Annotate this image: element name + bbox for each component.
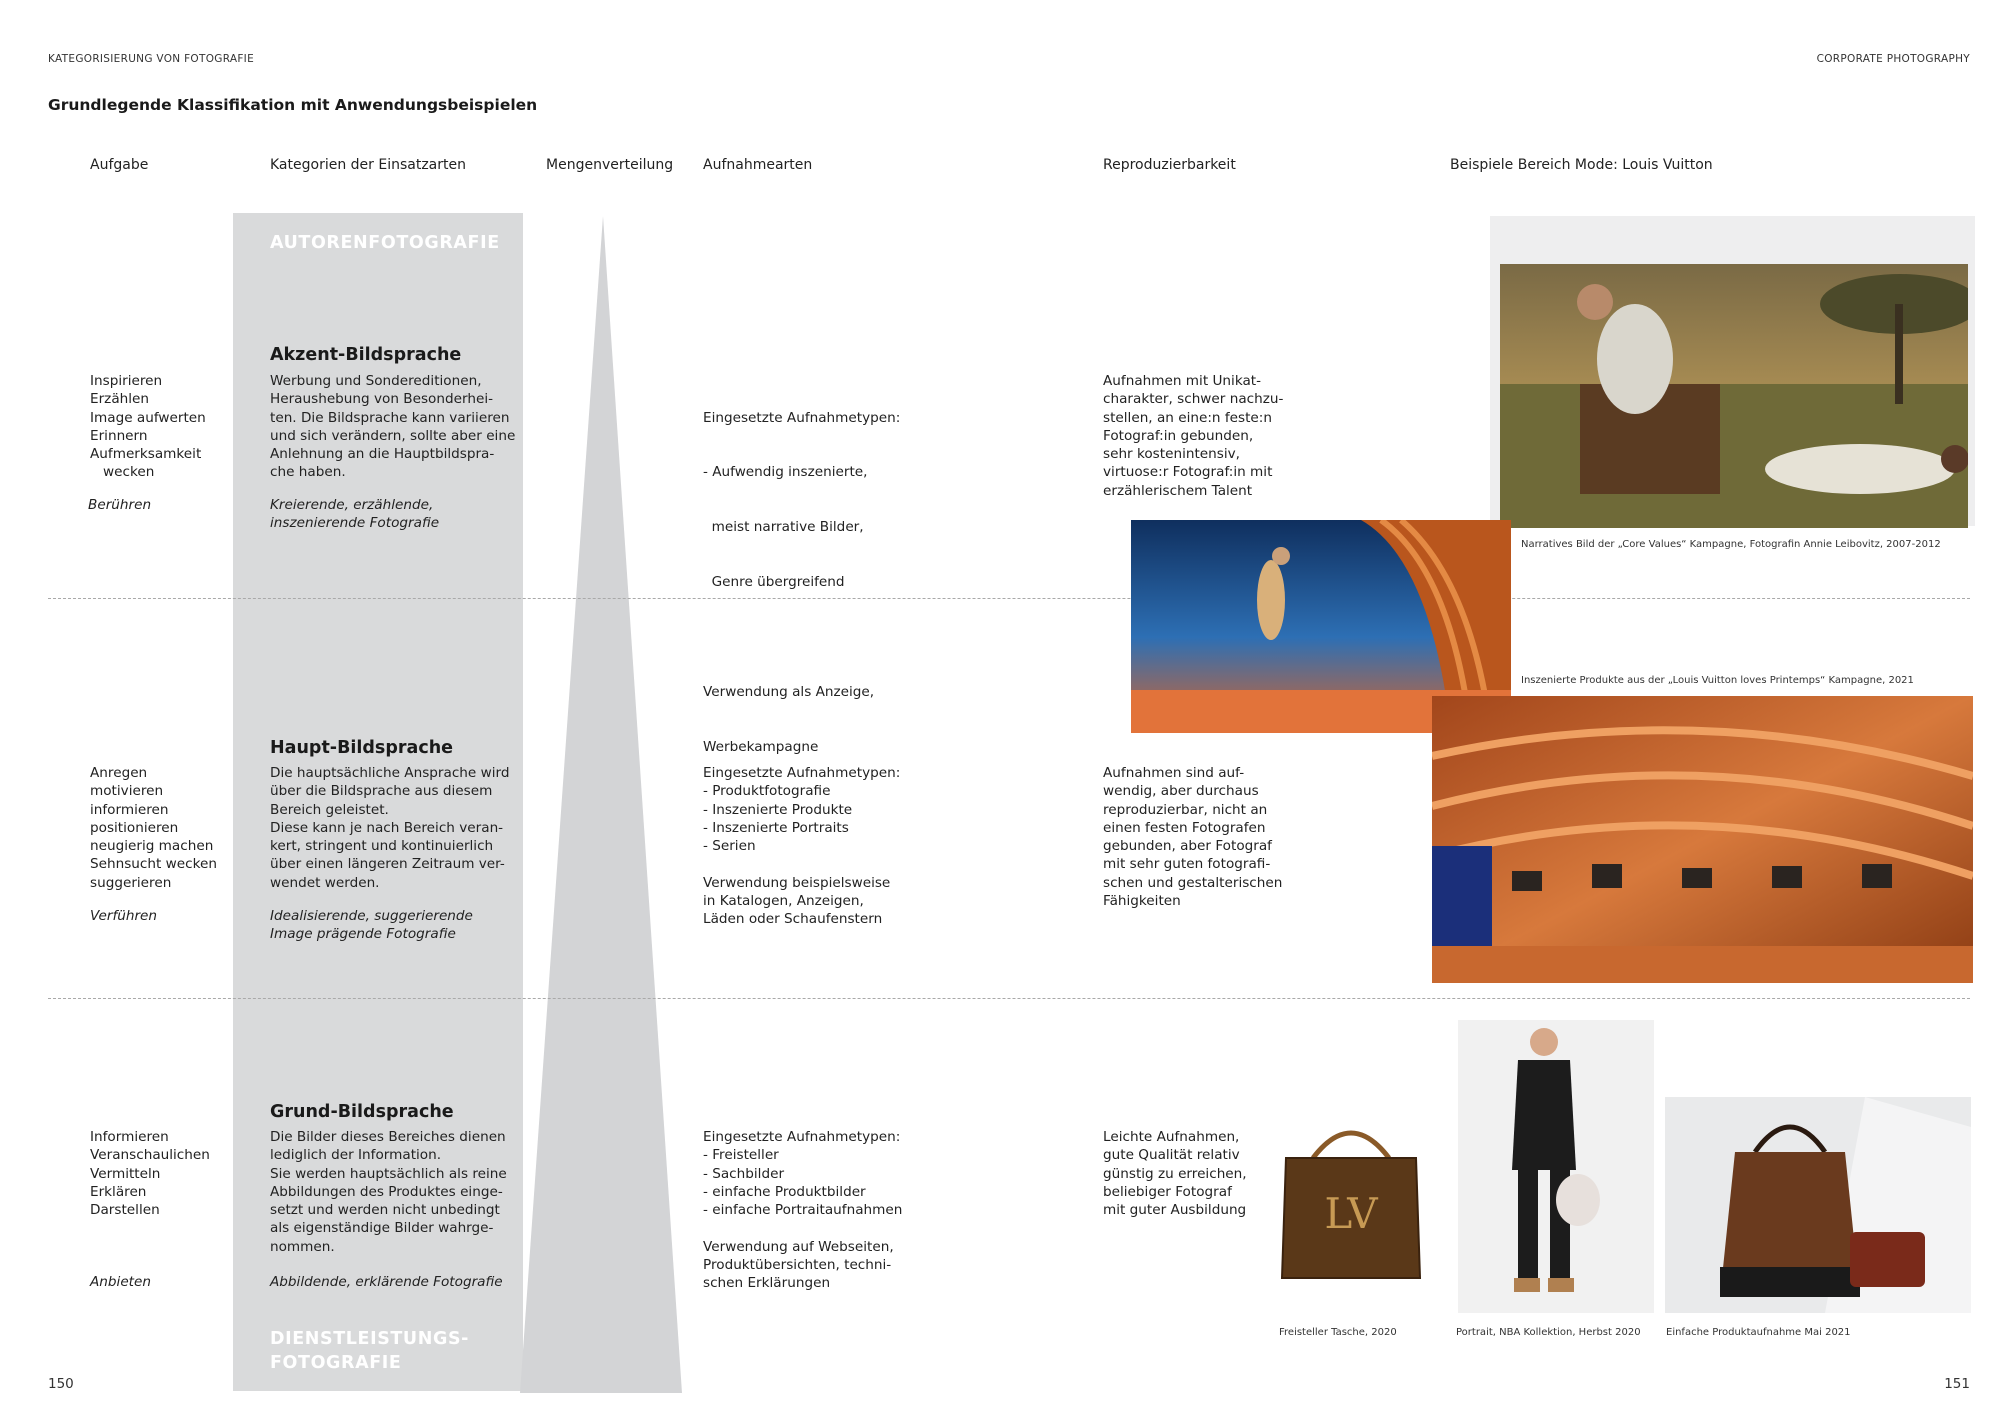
aufnahme-line: meist narrative Bilder, [703, 519, 864, 536]
caption-campaign: Narratives Bild der „Core Values“ Kampagne, Fotografin Annie Leibovitz, 2007-2012 [1521, 539, 1941, 550]
column-header-reproduzierbarkeit: Reproduzierbarkeit [1103, 157, 1236, 173]
header-left-label: KATEGORISIERUNG VON FOTOGRAFIE [48, 53, 255, 65]
category-text-line: Die Bilder dieses Bereiches dienen [270, 1129, 506, 1145]
aufnahme-line: Produktübersichten, techni- [703, 1257, 892, 1274]
row-separator [48, 598, 1970, 599]
category-text-line: nommen. [270, 1238, 335, 1255]
aufnahme-line: - Freisteller [703, 1147, 779, 1164]
repro-line: Leichte Aufnahmen, [1103, 1129, 1240, 1145]
repro-text-row1 [1103, 372, 1283, 500]
aufgabe-item: suggerieren [90, 874, 172, 891]
aufnahme-line: Eingesetzte Aufnahmetypen: [703, 765, 901, 781]
aufgabe-list-row1 [90, 372, 206, 482]
aufgabe-item: Veranschaulichen [90, 1147, 210, 1164]
aufnahme-line [703, 855, 900, 873]
aufgabe-item: motivieren [90, 783, 164, 800]
aufnahme-line: in Katalogen, Anzeigen, [703, 893, 864, 910]
category-text-line: über die Bildsprache aus diesem [270, 783, 493, 800]
aufnahme-text-row1 [703, 372, 900, 775]
aufgabe-list-row2 [90, 764, 217, 892]
repro-line: mit guter Ausbildung [1103, 1202, 1247, 1219]
aufgabe-item: Erinnern [90, 427, 148, 444]
repro-line: schen und gestalterischen [1103, 874, 1283, 891]
category-style-row3 [270, 1273, 503, 1291]
aufnahme-line: - Sachbilder [703, 1165, 785, 1182]
category-text-line: Werbung und Sondereditionen, [270, 373, 482, 389]
category-text-line: setzt und werden nicht unbedingt [270, 1202, 500, 1219]
category-style-row1 [270, 496, 439, 533]
aufnahme-line: - Inszenierte Produkte [703, 801, 853, 818]
repro-line: charakter, schwer nachzu- [1103, 391, 1284, 408]
category-style-line: Idealisierende, suggerierende [270, 908, 473, 924]
column-header-beispiele: Beispiele Bereich Mode: Louis Vuitton [1450, 157, 1713, 173]
category-text-line: Anlehnung an die Hauptbildspra- [270, 446, 495, 463]
aufgabe-item: Anregen [90, 765, 148, 781]
aufgabe-item: informieren [90, 801, 169, 818]
aufnahme-line [703, 1219, 902, 1237]
category-title-row2: Haupt-Bildsprache [270, 738, 454, 758]
caption-portrait: Portrait, NBA Kollektion, Herbst 2020 [1456, 1327, 1641, 1338]
aufgabe-item: Sehnsucht wecken [90, 856, 217, 873]
category-title-row3: Grund-Bildsprache [270, 1102, 454, 1122]
repro-line: Aufnahmen mit Unikat- [1103, 373, 1262, 389]
aufgabe-item: Vermitteln [90, 1165, 161, 1182]
repro-line: einen festen Fotografen [1103, 819, 1266, 836]
aufnahme-line: - Inszenierte Portraits [703, 819, 849, 836]
category-text-line: Die hauptsächliche Ansprache wird [270, 765, 510, 781]
category-style-line: Image prägende Fotografie [270, 926, 456, 943]
aufgabe-item: Darstellen [90, 1202, 160, 1219]
category-text-line: che haben. [270, 464, 346, 481]
category-text-line: Diese kann je nach Bereich veran- [270, 819, 504, 836]
freisteller-bag-photo [1278, 1118, 1424, 1281]
repro-line: Fähigkeiten [1103, 893, 1181, 910]
repro-line: günstig zu erreichen, [1103, 1165, 1247, 1182]
category-text-line: Bereich geleistet. [270, 801, 389, 818]
aufnahme-text-row2 [703, 764, 900, 929]
repro-line: sehr kostenintensiv, [1103, 446, 1240, 463]
aufnahme-line: - Produktfotografie [703, 783, 831, 800]
aufnahme-text-row3 [703, 1128, 902, 1293]
repro-line: gute Qualität relativ [1103, 1147, 1240, 1164]
repro-line: erzählerischem Talent [1103, 482, 1253, 499]
repro-text-row3 [1103, 1128, 1247, 1219]
aufnahme-line: Verwendung beispielsweise [703, 874, 891, 891]
band-label-autorenfotografie: AUTORENFOTOGRAFIE [270, 233, 500, 253]
aufgabe-item: Informieren [90, 1129, 169, 1145]
aufgabe-item: wecken [103, 464, 155, 481]
aufgabe-item: Aufmerksamkeit [90, 446, 202, 463]
aufgabe-item: Image aufwerten [90, 409, 206, 426]
repro-line: stellen, an eine:n feste:n [1103, 409, 1272, 426]
aufnahme-line: - Aufwendig inszenierte, [703, 464, 868, 481]
repro-line: virtuose:r Fotograf:in mit [1103, 464, 1273, 481]
aufnahme-line: Genre übergreifend [703, 574, 845, 591]
aufnahme-line: schen Erklärungen [703, 1275, 831, 1292]
aufgabe-item: Inspirieren [90, 373, 163, 389]
category-text-line: und sich verändern, sollte aber eine [270, 427, 516, 444]
repro-line: Aufnahmen sind auf- [1103, 765, 1245, 781]
repro-text-row2 [1103, 764, 1282, 910]
aufgabe-item: neugierig machen [90, 838, 214, 855]
page-subtitle: Grundlegende Klassifikation mit Anwendungsbeispielen [48, 96, 538, 114]
category-text-row2 [270, 764, 509, 892]
category-text-line: über einen längeren Zeitraum ver- [270, 856, 505, 873]
campaign-photo [1500, 264, 1968, 528]
category-style-line: inszenierende Fotografie [270, 515, 440, 532]
band-label-dienstleistungsfotografie [270, 1327, 469, 1375]
category-text-row3 [270, 1128, 507, 1256]
category-text-line: kert, stringent und kontinuierlich [270, 838, 494, 855]
aufnahme-line: Werbekampagne [703, 738, 819, 755]
aufgabe-item: positionieren [90, 819, 179, 836]
row-separator [48, 998, 1970, 999]
repro-line: reproduzierbar, nicht an [1103, 801, 1268, 818]
column-header-aufnahmearten: Aufnahmearten [703, 157, 813, 173]
band-label-line: DIENSTLEISTUNGS- [270, 1329, 470, 1349]
repro-line: Fotograf:in gebunden, [1103, 427, 1254, 444]
printemps-products-photo [1432, 696, 1973, 983]
aufnahme-line: Läden oder Schaufenstern [703, 911, 883, 928]
aufnahme-line [703, 628, 900, 646]
band-label-line: FOTOGRAFIE [270, 1353, 402, 1373]
aufnahme-line: - einfache Portraitaufnahmen [703, 1202, 903, 1219]
caption-printemps: Inszenierte Produkte aus der „Louis Vuitton loves Printemps“ Kampagne, 2021 [1521, 675, 1914, 686]
aufgabe-keyword-row3: Anbieten [90, 1274, 151, 1290]
svg-text:LV: LV [1324, 1189, 1378, 1238]
category-text-line: Sie werden hauptsächlich als reine [270, 1165, 507, 1182]
page-number-right: 151 [1944, 1376, 1970, 1392]
aufgabe-list-row3 [90, 1128, 210, 1219]
category-title-row1: Akzent-Bildsprache [270, 345, 462, 365]
aufnahme-line: - einfache Produktbilder [703, 1183, 866, 1200]
category-text-row1 [270, 372, 515, 482]
category-text-line: wendet werden. [270, 874, 380, 891]
aufgabe-keyword-row2: Verführen [90, 908, 158, 924]
aufgabe-item: Erklären [90, 1183, 147, 1200]
column-header-mengenverteilung: Mengenverteilung [546, 157, 674, 173]
page-number-left: 150 [48, 1376, 74, 1392]
category-text-line: lediglich der Information. [270, 1147, 442, 1164]
header-right-label: CORPORATE PHOTOGRAPHY [1816, 53, 1970, 65]
aufgabe-item: Erzählen [90, 391, 150, 408]
aufnahme-line: Eingesetzte Aufnahmetypen: [703, 1129, 901, 1145]
category-text-line: als eigenständige Bilder wahrge- [270, 1220, 494, 1237]
category-text-line: Heraushebung von Besonderhei- [270, 391, 493, 408]
aufnahme-line: Eingesetzte Aufnahmetypen: [703, 409, 901, 426]
column-header-kategorien: Kategorien der Einsatzarten [270, 157, 466, 173]
aufnahme-line: Verwendung als Anzeige, [703, 684, 875, 701]
portrait-photo [1458, 1020, 1654, 1313]
category-style-line: Kreierende, erzählende, [270, 497, 434, 513]
repro-line: wendig, aber durchaus [1103, 783, 1259, 800]
category-style-line: Abbildende, erklärende Fotografie [270, 1274, 503, 1290]
repro-line: beliebiger Fotograf [1103, 1183, 1232, 1200]
repro-line: gebunden, aber Fotograf [1103, 838, 1272, 855]
aufnahme-line: Verwendung auf Webseiten, [703, 1238, 894, 1255]
category-style-row2 [270, 907, 473, 944]
column-header-aufgabe: Aufgabe [90, 157, 149, 173]
caption-product: Einfache Produktaufnahme Mai 2021 [1666, 1327, 1851, 1338]
caption-bag: Freisteller Tasche, 2020 [1279, 1327, 1397, 1338]
distribution-triangle [520, 212, 690, 1393]
category-text-line: ten. Die Bildsprache kann variieren [270, 409, 510, 426]
product-photo [1665, 1097, 1971, 1313]
aufgabe-keyword-row1: Berühren [88, 497, 152, 513]
repro-line: mit sehr guten fotografi- [1103, 856, 1271, 873]
category-text-line: Abbildungen des Produktes einge- [270, 1183, 503, 1200]
aufnahme-line: - Serien [703, 838, 756, 855]
